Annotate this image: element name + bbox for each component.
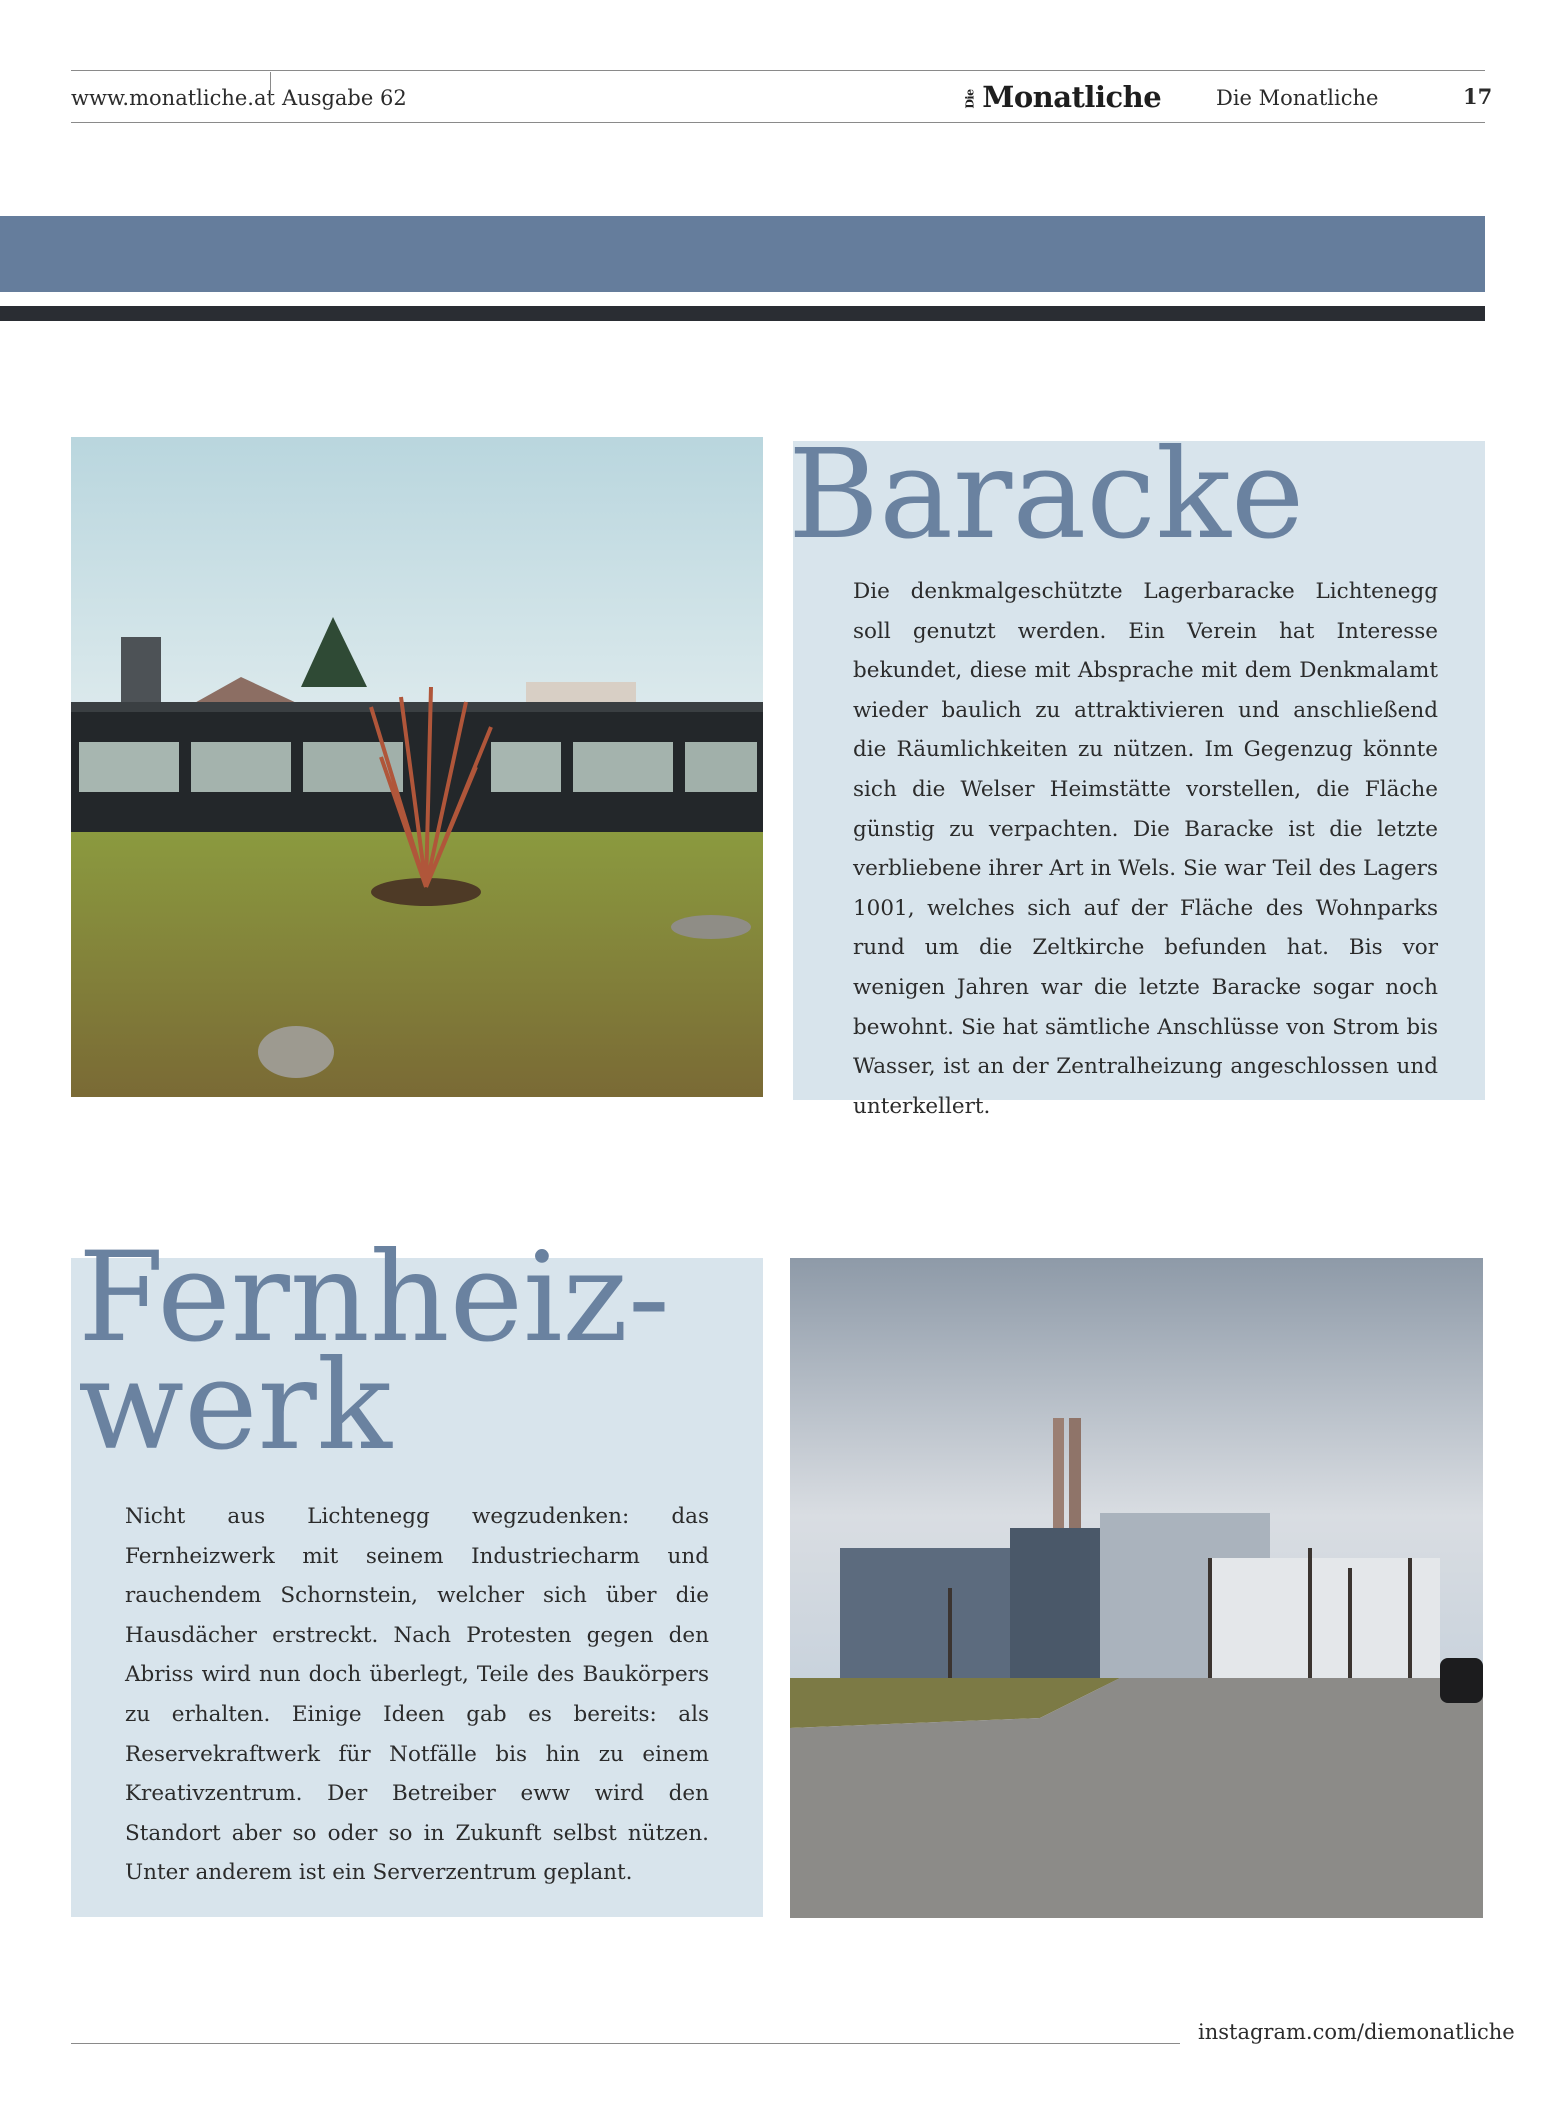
publication-logo	[961, 80, 1161, 116]
website-link[interactable]: www.monatliche.at	[71, 86, 275, 110]
barracks-photo	[71, 437, 763, 1097]
publication-name: Die Monatliche	[1216, 86, 1379, 110]
heating-plant-headline	[78, 1226, 670, 1478]
heating-plant-body: Nicht aus Lichtenegg wegzudenken: das Fernheizwerk mit seinem Industriecharm und rauchendem Schornstein, welcher sich über die Hausdächer erstreckt. Nach Protesten gegen den Abriss wird nun doch überlegt, Teile des Baukörpers zu erhalten. Einige Ideen gab es bereits: als Reservekraftwerk für Notfälle bis hin zu einem Kreativzentrum. Der Betreiber eww wird den Standort aber so oder so in Zukunft selbst nützen. Unter anderem ist ein Serverzentrum geplant.	[125, 1504, 709, 1886]
heating-plant-headline-line1: Fernheiz-	[78, 1226, 670, 1370]
accent-bar	[0, 216, 1485, 292]
footer-rule	[71, 2043, 1180, 2044]
page-number: 17	[1463, 84, 1493, 109]
heating-plant-headline-line2: werk	[78, 1334, 392, 1478]
barracks-body: Die denkmalgeschützte Lagerbaracke Lichtenegg soll genutzt werden. Ein Verein hat Interesse bekundet, diese mit Absprache mit dem Denkmalamt wieder baulich zu attraktivieren und anschließend die Räumlichkeiten zu nützen. Im Gegenzug könnte sich die Welser Heimstätte vorstellen, die Fläche günstig zu verpachten. Die Baracke ist die letzte verbliebene ihrer Art in Wels. Sie war Teil des Lagers 1001, welches sich auf der Fläche des Wohnparks rund um die Zeltkirche befunden hat. Bis vor wenigen Jahren war die letzte Baracke sogar noch bewohnt. Sie hat sämtliche Anschlüsse von Strom bis Wasser, ist an der Zentralheizung angeschlossen und unterkellert.	[853, 579, 1438, 1119]
header-bottom-rule	[71, 122, 1485, 123]
barracks-headline: Baracke	[788, 423, 1305, 567]
header-separator	[270, 72, 271, 104]
logo-prefix: Die	[963, 89, 977, 109]
instagram-link[interactable]: instagram.com/diemonatliche	[1198, 2020, 1515, 2044]
heating-plant-photo	[790, 1258, 1483, 1918]
logo-wordmark: Monatliche	[982, 80, 1162, 114]
issue-label: Ausgabe 62	[282, 86, 407, 110]
header-top-rule	[71, 70, 1485, 71]
dark-bar	[0, 306, 1485, 321]
